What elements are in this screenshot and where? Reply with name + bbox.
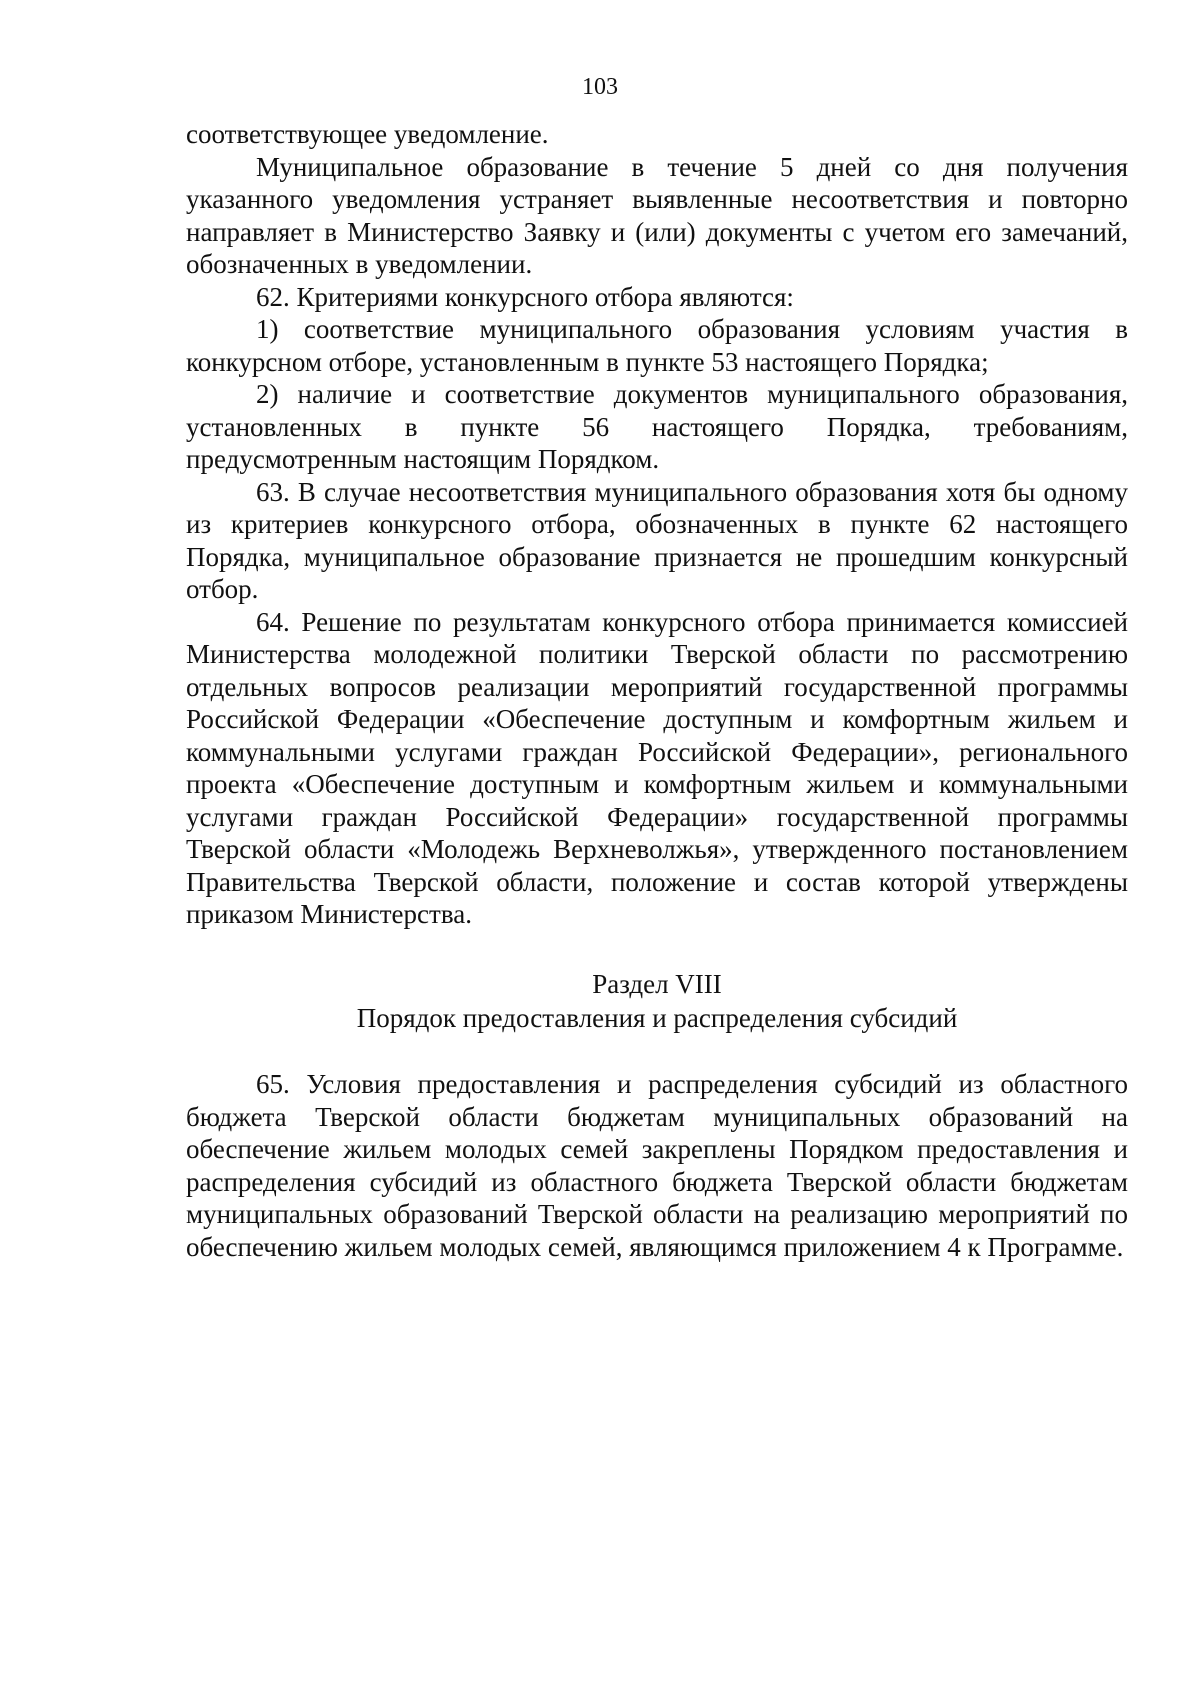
paragraph-62-criteria: 62. Критериями конкурсного отбора являются: [256,281,794,312]
paragraph-63: 63. В случае несоответствия муниципального образования хотя бы одному из критериев конкурсного отбора, обозначенных в пункте 62 настоящего Порядка, муниципальное образование признается не прошедшим конкурсный отбор. [186,476,1128,604]
page-number: 103 [582,74,618,100]
section-number: Раздел VIII [592,969,722,999]
paragraph-notice-correction: Муниципальное образование в течение 5 дней со дня получения указанного уведомления устраняет выявленные несоответствия и повторно направляет в Министерство Заявку и (или) документы с учетом его замечаний, обозначенных в уведомлении. [186,151,1128,279]
body-text-bottom [186,1068,1128,1263]
paragraph-62-item-2: 2) наличие и соответствие документов муниципального образования, установленных в пункте 56 настоящего Порядка, требованиям, предусмотренным настоящим Порядком. [186,379,1128,474]
section-title: Порядок предоставления и распределения субсидий [356,1003,958,1033]
paragraph-continuation: соответствующее уведомление. [186,119,549,149]
paragraph-62-item-1: 1) соответствие муниципального образования условиям участия в конкурсном отборе, установленным в пункте 53 настоящего Порядка; [186,314,1128,377]
paragraph-65: 65. Условия предоставления и распределения субсидий из областного бюджета Тверской области бюджетам муниципальных образований на обеспечение жильем молодых семей закреплены Порядком предоставления и распределения субсидий из областного бюджета Тверской области бюджетам муниципальных образований Тверской области на реализацию мероприятий по обеспечению жильем молодых семей, являющимся приложением 4 к Программе. [186,1069,1128,1262]
body-text-top [186,118,1128,931]
paragraph-64: 64. Решение по результатам конкурсного отбора принимается комиссией Министерства молодежной политики Тверской области по рассмотрению отдельных вопросов реализации мероприятий государственной программы Российской Федерации «Обеспечение доступным и комфортным жильем и коммунальными услугами граждан Российской Федерации», регионального проекта «Обеспечение доступным и комфортным жильем и коммунальными услугами граждан Российской Федерации» государственной программы Тверской области «Молодежь Верхневолжья», утвержденного постановлением Правительства Тверской области, положение и состав которой утверждены приказом Министерства. [186,606,1128,929]
